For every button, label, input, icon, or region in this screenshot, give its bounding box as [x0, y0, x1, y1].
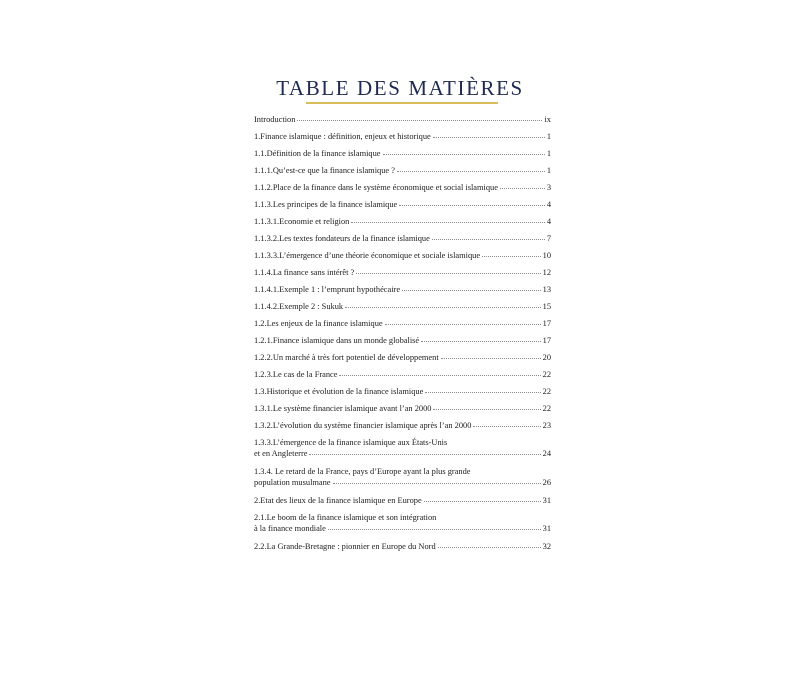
toc-entry-line	[254, 318, 551, 329]
toc-entry-line	[254, 301, 551, 312]
toc-entry[interactable]	[254, 352, 551, 363]
toc-entry-label: 1.1.3.2.Les textes fondateurs de la finance islamique	[254, 234, 430, 243]
toc-entry-label: 1.1.3.3.L’émergence d’une théorie économique et sociale islamique	[254, 251, 481, 260]
toc-entry-label: 1.1.3.1.Economie et religion	[254, 217, 350, 226]
toc-entry-line	[254, 182, 551, 193]
toc-entry[interactable]	[254, 233, 551, 244]
toc-entry-line	[254, 233, 551, 244]
dot-leader	[356, 266, 540, 274]
toc-entry-label: 1.Finance islamique : définition, enjeux et historique	[254, 132, 431, 141]
dot-leader	[500, 181, 545, 189]
toc-entry-line	[254, 369, 551, 380]
toc-entry-page-number: 22	[542, 387, 551, 396]
dot-leader	[421, 334, 540, 342]
dot-leader	[402, 283, 541, 291]
toc-entry-page-number: 17	[542, 336, 551, 345]
dot-leader	[328, 522, 541, 530]
toc-entry[interactable]	[254, 437, 551, 459]
toc-entry-label: 1.3.Historique et évolution de la finance islamique	[254, 387, 424, 396]
dot-leader	[309, 447, 540, 455]
toc-entry-label: 1.1.Définition de la finance islamique	[254, 149, 381, 158]
toc-entry[interactable]	[254, 403, 551, 414]
dot-leader	[345, 300, 541, 308]
dot-leader	[433, 402, 540, 410]
dot-leader	[351, 215, 544, 223]
toc-entry-page-number: 7	[546, 234, 551, 243]
toc-entry-line	[254, 523, 551, 534]
toc-entry[interactable]	[254, 114, 551, 125]
toc-entry-page-number: 22	[542, 370, 551, 379]
toc-entry-page-number: 12	[542, 268, 551, 277]
toc-entry-page-number: 31	[542, 496, 551, 505]
toc-entry-page-number: 10	[542, 251, 551, 260]
toc-entry-label: 1.1.1.Qu’est-ce que la finance islamique ?	[254, 166, 395, 175]
toc-entry-page-number: 17	[542, 319, 551, 328]
toc-entry[interactable]	[254, 284, 551, 295]
toc-entry[interactable]	[254, 512, 551, 534]
toc-entry-line	[254, 250, 551, 261]
toc-entry-label-line1: 1.3.3.L’émergence de la finance islamique aux États-Unis	[254, 438, 448, 447]
toc-entry[interactable]	[254, 250, 551, 261]
dot-leader	[473, 419, 540, 427]
toc-entry-label: Introduction	[254, 115, 296, 124]
dot-leader	[383, 147, 545, 155]
dot-leader	[441, 351, 541, 359]
toc-entry[interactable]	[254, 199, 551, 210]
toc-entry[interactable]	[254, 420, 551, 431]
toc-entry[interactable]	[254, 165, 551, 176]
toc-entry[interactable]	[254, 318, 551, 329]
toc-entry-page-number: 4	[546, 217, 551, 226]
title-underline	[306, 102, 498, 104]
toc-entry-page-number: 26	[542, 478, 551, 487]
toc-entry[interactable]	[254, 466, 551, 488]
toc-entry-line	[254, 131, 551, 142]
dot-leader	[385, 317, 541, 325]
toc-entry-line	[254, 216, 551, 227]
toc-entry[interactable]	[254, 541, 551, 552]
toc-entry[interactable]	[254, 495, 551, 506]
toc-entry-page-number: 1	[546, 132, 551, 141]
toc-entry-page-number: 4	[546, 200, 551, 209]
toc-entry-label: 1.1.4.1.Exemple 1 : l’emprunt hypothécaire	[254, 285, 401, 294]
toc-entry[interactable]	[254, 148, 551, 159]
toc-entry-line	[254, 284, 551, 295]
dot-leader	[482, 249, 541, 257]
toc-entry-page-number: 31	[542, 524, 551, 533]
toc-entry-line	[254, 448, 551, 459]
toc-entry-label: 1.2.2.Un marché à très fort potentiel de développement	[254, 353, 439, 362]
dot-leader	[432, 232, 545, 240]
toc-entry-page-number: 32	[542, 542, 551, 551]
dot-leader	[333, 476, 541, 484]
toc-entry-line	[254, 352, 551, 363]
toc-entry-label: 1.1.3.Les principes de la finance islamique	[254, 200, 398, 209]
toc-entry-page-number: 3	[546, 183, 551, 192]
dot-leader	[424, 494, 541, 502]
toc-entry-label: 2.Etat des lieux de la finance islamique en Europe	[254, 496, 422, 505]
toc-entry-line	[254, 495, 551, 506]
toc-entry-label: 2.2.La Grande-Bretagne : pionnier en Europe du Nord	[254, 542, 436, 551]
toc-entry-label: 1.2.1.Finance islamique dans un monde globalisé	[254, 336, 420, 345]
toc-entry-label: 1.2.3.Le cas de la France	[254, 370, 338, 379]
toc-entry-line	[254, 199, 551, 210]
toc-entry-label-line1: 1.3.4. Le retard de la France, pays d’Europe ayant la plus grande	[254, 467, 471, 476]
toc-entry-page-number: 13	[542, 285, 551, 294]
toc-entry-line	[254, 148, 551, 159]
dot-leader	[339, 368, 540, 376]
toc-entry-line	[254, 420, 551, 431]
dot-leader	[297, 113, 542, 121]
toc-entry-line	[254, 386, 551, 397]
toc-entry-line	[254, 114, 551, 125]
toc-entry-page-number: 1	[546, 149, 551, 158]
toc-entry-line	[254, 541, 551, 552]
toc-entry-page-number: 20	[542, 353, 551, 362]
toc-entry-label: population musulmane	[254, 478, 331, 487]
toc-entry-label-line1: 2.1.Le boom de la finance islamique et son intégration	[254, 513, 437, 522]
dot-leader	[438, 540, 541, 548]
toc-entry-page-number: 24	[542, 449, 551, 458]
toc-entry-label: à la finance mondiale	[254, 524, 326, 533]
toc-entry-line	[254, 477, 551, 488]
toc-entry[interactable]	[254, 335, 551, 346]
toc-entry[interactable]	[254, 386, 551, 397]
toc-entry-line	[254, 165, 551, 176]
dot-leader	[425, 385, 540, 393]
toc-entry-label: 1.3.1.Le système financier islamique avant l’an 2000	[254, 404, 432, 413]
toc-entry-page-number: 23	[542, 421, 551, 430]
toc-entry-label: et en Angleterre	[254, 449, 308, 458]
toc-entry-page-number: 22	[542, 404, 551, 413]
toc-entry[interactable]	[254, 216, 551, 227]
toc-entry[interactable]	[254, 301, 551, 312]
toc-entry-label: 1.2.Les enjeux de la finance islamique	[254, 319, 383, 328]
toc-entry-line	[254, 403, 551, 414]
toc-entry-label: 1.1.4.La finance sans intérêt ?	[254, 268, 355, 277]
toc-entry-line	[254, 267, 551, 278]
toc-entry-line	[254, 335, 551, 346]
dot-leader	[433, 130, 545, 138]
toc-entry[interactable]	[254, 182, 551, 193]
dot-leader	[399, 198, 545, 206]
toc-entry-page-number: 15	[542, 302, 551, 311]
page-title: TABLE DES MATIÈRES	[276, 76, 524, 100]
dot-leader	[397, 164, 545, 172]
toc-entry-label: 1.1.2.Place de la finance dans le système économique et social islamique	[254, 183, 498, 192]
toc-entry[interactable]	[254, 267, 551, 278]
toc-entry[interactable]	[254, 369, 551, 380]
toc-entry-label: 1.3.2.L’évolution du système financier islamique après l’an 2000	[254, 421, 472, 430]
toc-entry-label: 1.1.4.2.Exemple 2 : Sukuk	[254, 302, 344, 311]
toc-entry[interactable]	[254, 131, 551, 142]
toc-entry-page-number: ix	[544, 115, 551, 124]
toc-entry-page-number: 1	[546, 166, 551, 175]
